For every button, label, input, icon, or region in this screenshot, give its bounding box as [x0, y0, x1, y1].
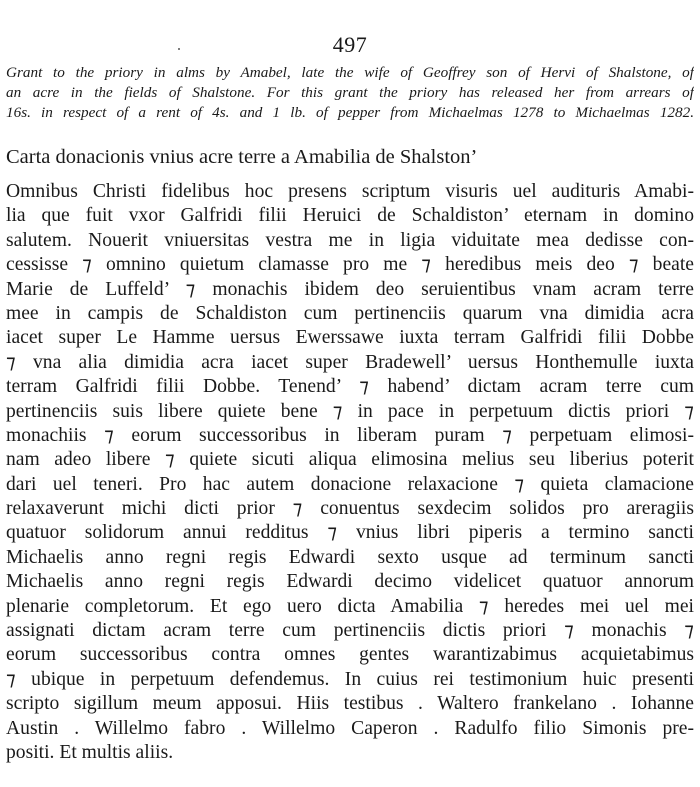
- charter-line: scripto sigillum meum apposui. Hiis testibus . Waltero frankelano . Iohanne: [6, 693, 694, 715]
- charter-line: salutem. Nouerit vniuersitas vestra me in ligia viduitate mea dedisse con-: [6, 229, 694, 251]
- charter-line: nam adeo libere ⁊ quiete sicuti aliqua elimosina melius seu liberius poterit: [6, 449, 694, 471]
- charter-line: plenarie completorum. Et ego uero dicta Amabilia ⁊ heredes mei uel mei: [6, 595, 694, 617]
- charter-line: positi. Et multis aliis.: [6, 741, 174, 763]
- document-page: [6, 0, 694, 787]
- charter-line: eorum successoribus contra omnes gentes warantizabimus acquietabimus: [6, 644, 694, 666]
- charter-line: quatuor solidorum annui redditus ⁊ vnius libri piperis a termino sancti: [6, 522, 694, 544]
- charter-text: [6, 180, 694, 765]
- charter-line: Omnibus Christi fidelibus hoc presens scriptum visuris uel audituris Amabi-: [6, 181, 694, 202]
- charter-line: ⁊ ubique in perpetuum defendemus. In cuius rei testimonium huic presenti: [6, 668, 694, 690]
- charter-line: cessisse ⁊ omnino quietum clamasse pro me ⁊ heredibus meis deo ⁊ beate: [6, 254, 694, 276]
- abstract-line: an acre in the fields of Shalstone. For this grant the priory has released her from arrears of: [6, 84, 694, 101]
- abstract-line: 16s. in respect of a rent of 4s. and 1 lb. of pepper from Michaelmas 1278 to Michaelmas 1282.: [6, 104, 694, 121]
- stray-mark: [178, 48, 180, 50]
- charter-heading: Carta donacionis vnius acre terre a Amabilia de Shalston’: [6, 146, 478, 168]
- abstract-line: Grant to the priory in alms by Amabel, late the wife of Geoffrey son of Hervi of Shalstone, of: [6, 64, 694, 81]
- charter-line: Michaelis anno regni regis Edwardi sexto usque ad terminum sancti: [6, 546, 694, 568]
- charter-line: ⁊ vna alia dimidia acra iacet super Bradewell’ uersus Honthemulle iuxta: [6, 351, 694, 373]
- charter-line: pertinenciis suis libere quiete bene ⁊ in pace in perpetuum dictis priori ⁊: [6, 400, 694, 422]
- english-abstract: [6, 63, 694, 123]
- charter-line: Austin . Willelmo fabro . Willelmo Caperon . Radulfo filio Simonis pre-: [6, 717, 694, 739]
- charter-line: iacet super Le Hamme uersus Ewerssawe iuxta terram Galfridi filii Dobbe: [6, 327, 694, 349]
- charter-line: assignati dictam acram terre cum pertinenciis dictis priori ⁊ monachis ⁊: [6, 620, 694, 642]
- charter-line: dari uel teneri. Pro hac autem donacione relaxacione ⁊ quieta clamacione: [6, 473, 694, 495]
- charter-line: monachiis ⁊ eorum successoribus in liberam puram ⁊ perpetuam elimosi-: [6, 424, 694, 446]
- charter-line: Michaelis anno regni regis Edwardi decimo videlicet quatuor annorum: [6, 571, 694, 593]
- charter-line: mee in campis de Schaldiston cum pertinenciis quarum vna dimidia acra: [6, 302, 694, 324]
- charter-line: Marie de Luffeld’ ⁊ monachis ibidem deo seruientibus vnam acram terre: [6, 278, 694, 300]
- charter-line: relaxaverunt michi dicti prior ⁊ conuentus sexdecim solidos pro areragiis: [6, 498, 694, 520]
- page-number: 497: [332, 32, 368, 57]
- charter-line: lia que fuit vxor Galfridi filii Heruici de Schaldiston’ eternam in domino: [6, 205, 694, 227]
- charter-line: terram Galfridi filii Dobbe. Tenend’ ⁊ habend’ dictam acram terre cum: [6, 376, 694, 398]
